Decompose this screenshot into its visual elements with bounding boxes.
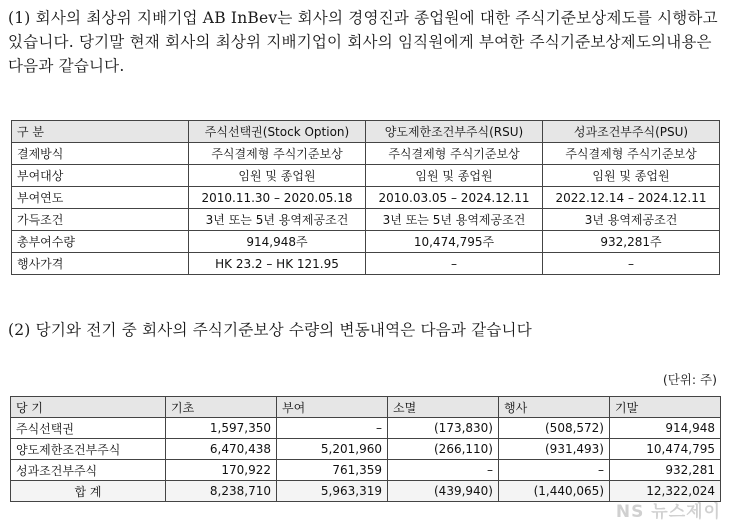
table-cell: 3년 또는 5년 용역제공조건 bbox=[366, 209, 543, 231]
row-label: 성과조건부주식 bbox=[11, 460, 166, 481]
header-cell: 양도제한조건부주식(RSU) bbox=[366, 121, 543, 143]
table-cell: 170,922 bbox=[166, 460, 277, 481]
table-cell: 3년 또는 5년 용역제공조건 bbox=[189, 209, 366, 231]
table-cell: 3년 용역제공조건 bbox=[543, 209, 720, 231]
table-cell: 761,359 bbox=[277, 460, 388, 481]
unit-label: (단위: 주) bbox=[662, 372, 717, 387]
table-cell: – bbox=[388, 460, 499, 481]
paragraph-intro: (1) 회사의 최상위 지배기업 AB InBev는 회사의 경영진과 종업원에 대한 주식기준보상제도를 시행하고 있습니다. 당기말 현재 회사의 최상위 지배기업이 회사의 임직원에게 부여한 주식기준보상제도의내용은 다음과 같습니다. bbox=[8, 9, 718, 75]
row-label: 양도제한조건부주식 bbox=[11, 439, 166, 460]
table-cell: – bbox=[277, 418, 388, 439]
table-cell: (173,830) bbox=[388, 418, 499, 439]
table-row bbox=[12, 165, 720, 187]
table-cell: 8,238,710 bbox=[166, 481, 277, 502]
table-cell: 932,281주 bbox=[543, 231, 720, 253]
table-cell: – bbox=[543, 253, 720, 275]
paragraph-movement: (2) 당기와 전기 중 회사의 주식기준보상 수량의 변동내역은 다음과 같습니다 bbox=[8, 321, 532, 339]
table-row bbox=[11, 439, 721, 460]
table-row bbox=[12, 231, 720, 253]
header-cell: 행사 bbox=[499, 397, 610, 418]
table-cell: 10,474,795주 bbox=[366, 231, 543, 253]
share-based-plan-table bbox=[11, 120, 720, 275]
header-cell: 당 기 bbox=[11, 397, 166, 418]
table-row bbox=[11, 460, 721, 481]
header-cell: 부여 bbox=[277, 397, 388, 418]
total-row bbox=[11, 481, 721, 502]
table-cell: HK 23.2 – HK 121.95 bbox=[189, 253, 366, 275]
table-cell: 주식결제형 주식기준보상 bbox=[543, 143, 720, 165]
header-cell: 기말 bbox=[610, 397, 721, 418]
table-cell: 임원 및 종업원 bbox=[366, 165, 543, 187]
table-cell: 6,470,438 bbox=[166, 439, 277, 460]
share-movement-table bbox=[10, 396, 721, 502]
header-cell: 성과조건부주식(PSU) bbox=[543, 121, 720, 143]
header-cell: 기초 bbox=[166, 397, 277, 418]
table-row bbox=[12, 209, 720, 231]
table-cell: 2022.12.14 – 2024.12.11 bbox=[543, 187, 720, 209]
table-cell: – bbox=[366, 253, 543, 275]
row-label: 행사가격 bbox=[12, 253, 189, 275]
watermark-logo: NS 뉴스제이 bbox=[615, 502, 721, 522]
table-cell: 임원 및 종업원 bbox=[543, 165, 720, 187]
table-cell: 1,597,350 bbox=[166, 418, 277, 439]
table-cell: 914,948 bbox=[610, 418, 721, 439]
table-row bbox=[12, 187, 720, 209]
row-label: 주식선택권 bbox=[11, 418, 166, 439]
table-cell: 임원 및 종업원 bbox=[189, 165, 366, 187]
table-row bbox=[12, 143, 720, 165]
table-cell: 2010.11.30 – 2020.05.18 bbox=[189, 187, 366, 209]
table-cell: – bbox=[499, 460, 610, 481]
table-cell: 5,963,319 bbox=[277, 481, 388, 502]
table-cell: (266,110) bbox=[388, 439, 499, 460]
table-header-row bbox=[12, 121, 720, 143]
table-cell: 932,281 bbox=[610, 460, 721, 481]
table-cell: 주식결제형 주식기준보상 bbox=[366, 143, 543, 165]
table-cell: 12,322,024 bbox=[610, 481, 721, 502]
table-cell: 5,201,960 bbox=[277, 439, 388, 460]
table-cell: (1,440,065) bbox=[499, 481, 610, 502]
table-cell: 2010.03.05 – 2024.12.11 bbox=[366, 187, 543, 209]
table-row bbox=[11, 418, 721, 439]
header-cell: 주식선택권(Stock Option) bbox=[189, 121, 366, 143]
table-cell: 914,948주 bbox=[189, 231, 366, 253]
header-cell: 소멸 bbox=[388, 397, 499, 418]
row-label: 부여연도 bbox=[12, 187, 189, 209]
row-label: 결제방식 bbox=[12, 143, 189, 165]
table-cell: (508,572) bbox=[499, 418, 610, 439]
table-cell: 주식결제형 주식기준보상 bbox=[189, 143, 366, 165]
row-label: 가득조건 bbox=[12, 209, 189, 231]
table-cell: (439,940) bbox=[388, 481, 499, 502]
table-header-row bbox=[11, 397, 721, 418]
header-cell: 구 분 bbox=[12, 121, 189, 143]
row-label: 합 계 bbox=[11, 481, 166, 502]
table-row bbox=[12, 253, 720, 275]
table-cell: 10,474,795 bbox=[610, 439, 721, 460]
table-cell: (931,493) bbox=[499, 439, 610, 460]
row-label: 총부여수량 bbox=[12, 231, 189, 253]
row-label: 부여대상 bbox=[12, 165, 189, 187]
